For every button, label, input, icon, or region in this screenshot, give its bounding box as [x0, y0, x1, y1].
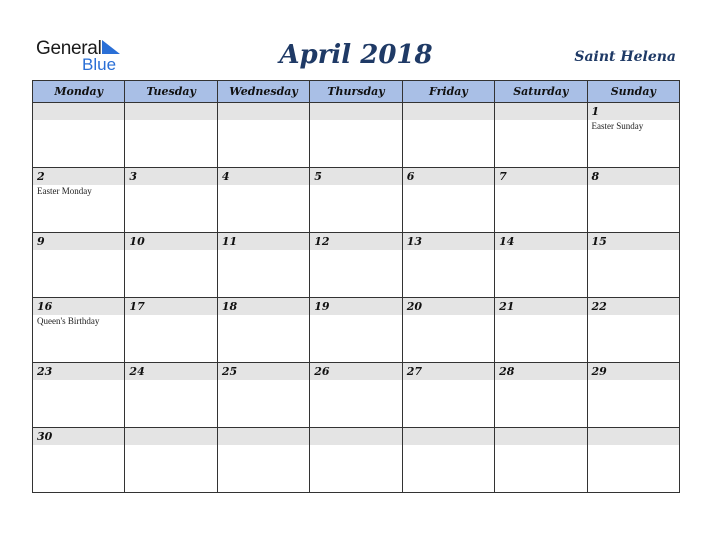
day-number: 10 — [129, 235, 145, 248]
calendar-day-cell[interactable] — [125, 103, 217, 168]
calendar-day-cell[interactable] — [310, 233, 402, 298]
calendar-week-row — [33, 233, 680, 298]
day-number-strip — [33, 363, 124, 380]
day-number: 25 — [221, 365, 238, 378]
day-number-strip — [495, 363, 586, 380]
day-number: 28 — [499, 365, 515, 378]
day-number-strip — [218, 363, 309, 380]
calendar-day-cell[interactable] — [495, 168, 587, 233]
day-number: 15 — [591, 235, 607, 248]
calendar-day-cell[interactable] — [217, 168, 309, 233]
day-number: 19 — [314, 300, 330, 313]
day-number-strip — [588, 103, 679, 120]
calendar-day-cell[interactable] — [125, 363, 217, 428]
calendar-day-cell[interactable] — [217, 428, 309, 493]
weekday-header: Sunday — [587, 81, 679, 103]
calendar-day-cell[interactable] — [125, 428, 217, 493]
day-number-strip — [310, 168, 401, 185]
holiday-label: Easter Monday — [37, 186, 92, 196]
day-number-strip — [495, 103, 586, 120]
weekday-header: Monday — [33, 81, 125, 103]
day-number: 8 — [591, 170, 600, 183]
calendar-day-cell[interactable] — [310, 428, 402, 493]
day-number-strip — [403, 103, 494, 120]
calendar-day-cell[interactable] — [125, 168, 217, 233]
calendar-day-cell[interactable] — [495, 103, 587, 168]
weekday-header: Thursday — [310, 81, 402, 103]
day-number: 9 — [37, 235, 45, 248]
calendar-day-cell[interactable] — [495, 298, 587, 363]
day-number-strip — [403, 233, 494, 250]
holiday-label: Queen's Birthday — [37, 316, 100, 326]
calendar-week-row — [33, 168, 680, 233]
day-number-strip — [310, 428, 401, 445]
calendar-week-row — [33, 428, 680, 493]
holiday-label: Easter Sunday — [591, 121, 644, 131]
calendar-day-cell[interactable] — [587, 233, 679, 298]
day-number-strip — [310, 103, 401, 120]
day-number: 14 — [499, 235, 515, 248]
day-number-strip — [495, 168, 586, 185]
day-number: 20 — [406, 300, 422, 313]
country-label: Saint Helena — [574, 49, 676, 65]
day-number: 12 — [314, 235, 330, 248]
calendar-day-cell[interactable] — [587, 103, 679, 168]
day-number-strip — [33, 168, 124, 185]
calendar-day-cell[interactable] — [217, 233, 309, 298]
calendar-day-cell[interactable] — [402, 168, 494, 233]
day-number-strip — [218, 233, 309, 250]
day-number: 17 — [129, 300, 145, 313]
calendar-day-cell[interactable] — [402, 363, 494, 428]
day-number: 6 — [406, 170, 415, 183]
day-number-strip — [218, 298, 309, 315]
calendar-day-cell[interactable] — [587, 363, 679, 428]
day-number-strip — [218, 428, 309, 445]
day-number: 11 — [221, 235, 238, 248]
day-number: 18 — [221, 300, 238, 313]
day-number-strip — [125, 233, 216, 250]
calendar-day-cell[interactable] — [310, 168, 402, 233]
day-number: 13 — [406, 235, 422, 248]
day-number-strip — [310, 363, 401, 380]
calendar-day-cell[interactable] — [495, 233, 587, 298]
calendar-week-row — [33, 103, 680, 168]
calendar-day-cell[interactable] — [587, 168, 679, 233]
day-number: 16 — [37, 300, 53, 313]
day-number: 24 — [129, 365, 145, 378]
day-number-strip — [588, 428, 679, 445]
day-number-strip — [125, 428, 216, 445]
calendar-day-cell[interactable] — [495, 428, 587, 493]
weekday-header: Saturday — [495, 81, 587, 103]
calendar-day-cell[interactable] — [33, 428, 125, 493]
day-number: 21 — [499, 300, 515, 313]
calendar-day-cell[interactable] — [125, 298, 217, 363]
day-number: 4 — [221, 170, 230, 183]
calendar-day-cell[interactable] — [33, 103, 125, 168]
day-number-strip — [310, 298, 401, 315]
page-title: April 2018 — [279, 40, 433, 70]
day-number: 5 — [314, 170, 322, 183]
weekday-header-row — [33, 81, 680, 103]
calendar-week-row — [33, 298, 680, 363]
calendar-day-cell[interactable] — [402, 103, 494, 168]
day-number-strip — [495, 428, 586, 445]
calendar-week-row — [33, 363, 680, 428]
calendar-day-cell[interactable] — [217, 363, 309, 428]
logo-blue-text: Blue — [82, 55, 117, 74]
day-number-strip — [33, 233, 124, 250]
day-number: 30 — [37, 430, 53, 443]
day-number-strip — [310, 233, 401, 250]
day-number-strip — [218, 168, 309, 185]
day-number: 29 — [591, 365, 607, 378]
day-number-strip — [403, 298, 494, 315]
calendar-day-cell[interactable] — [33, 168, 125, 233]
day-number-strip — [218, 103, 309, 120]
day-number-strip — [403, 428, 494, 445]
day-number: 22 — [591, 300, 607, 313]
day-number-strip — [403, 363, 494, 380]
day-number-strip — [495, 298, 586, 315]
day-number-strip — [588, 233, 679, 250]
calendar-day-cell[interactable] — [310, 298, 402, 363]
day-number-strip — [588, 363, 679, 380]
day-number: 1 — [591, 105, 600, 118]
day-number-strip — [125, 363, 216, 380]
calendar-grid — [32, 80, 680, 493]
day-number-strip — [125, 298, 216, 315]
calendar-day-cell[interactable] — [33, 363, 125, 428]
calendar-day-cell[interactable] — [217, 103, 309, 168]
day-number-strip — [495, 233, 586, 250]
calendar-day-cell[interactable] — [402, 233, 494, 298]
calendar-day-cell[interactable] — [587, 298, 679, 363]
calendar-day-cell[interactable] — [33, 298, 125, 363]
weekday-header: Wednesday — [217, 81, 309, 103]
day-number: 23 — [37, 365, 53, 378]
logo-general-text: General — [36, 38, 102, 59]
calendar-day-cell[interactable] — [310, 363, 402, 428]
day-number-strip — [125, 103, 216, 120]
day-number-strip — [33, 428, 124, 445]
calendar-day-cell[interactable] — [125, 233, 217, 298]
calendar-day-cell[interactable] — [310, 103, 402, 168]
calendar-day-cell[interactable] — [402, 298, 494, 363]
calendar-day-cell[interactable] — [402, 428, 494, 493]
calendar-day-cell[interactable] — [587, 428, 679, 493]
weekday-header: Tuesday — [125, 81, 217, 103]
day-number: 3 — [129, 170, 138, 183]
day-number-strip — [33, 298, 124, 315]
day-number: 2 — [37, 170, 45, 183]
calendar-day-cell[interactable] — [495, 363, 587, 428]
day-number-strip — [403, 168, 494, 185]
day-number: 27 — [406, 365, 422, 378]
day-number-strip — [588, 298, 679, 315]
weekday-header: Friday — [402, 81, 494, 103]
day-number-strip — [125, 168, 216, 185]
day-number: 7 — [499, 170, 507, 183]
day-number-strip — [33, 103, 124, 120]
calendar-day-cell[interactable] — [33, 233, 125, 298]
day-number: 26 — [314, 365, 330, 378]
calendar-day-cell[interactable] — [217, 298, 309, 363]
day-number-strip — [588, 168, 679, 185]
